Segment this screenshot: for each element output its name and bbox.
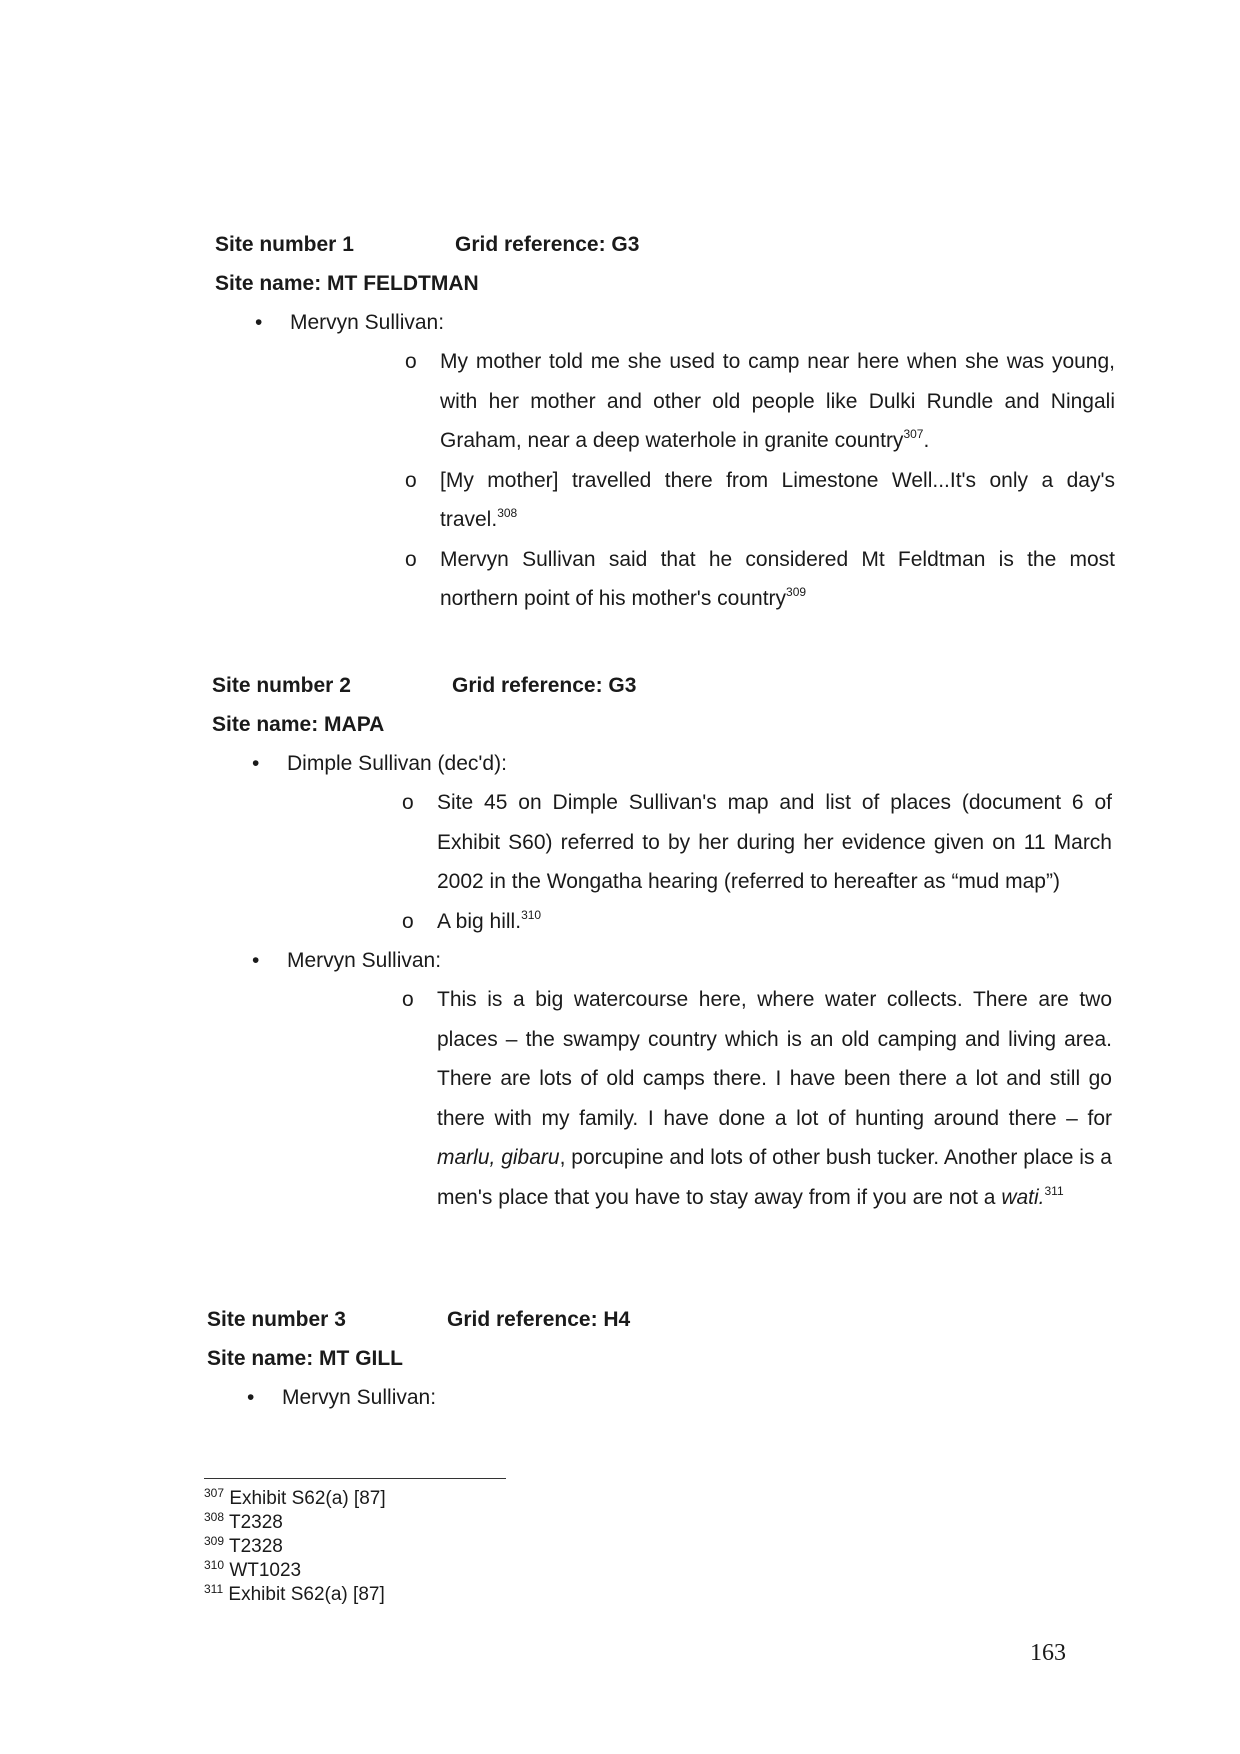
footnote-text: WT1023 <box>229 1560 302 1581</box>
site-entry-2 <box>212 666 1112 1217</box>
site-number: Site number 3 <box>207 1308 346 1331</box>
statement-tail: . <box>923 429 930 452</box>
footnote-text: Exhibit S62(a) [87] <box>228 1584 385 1605</box>
grid-reference: Grid reference: H4 <box>447 1308 631 1331</box>
page-number: 163 <box>1030 1640 1066 1666</box>
site-header <box>215 225 1115 264</box>
circle-bullet-icon: o <box>402 988 414 1011</box>
site-entry-1 <box>215 225 1115 619</box>
footnote-ref[interactable]: 307 <box>903 427 924 441</box>
circle-bullet-icon: o <box>405 468 417 492</box>
footnote-number: 311 <box>204 1582 224 1596</box>
informant-item <box>207 1378 1107 1417</box>
footnote <box>204 1535 604 1559</box>
footnote <box>204 1487 604 1511</box>
footnote-text: T2328 <box>228 1536 283 1557</box>
statement-text: A big hill. <box>437 909 522 933</box>
site-header <box>207 1300 1107 1339</box>
circle-bullet-icon: o <box>402 909 414 933</box>
statement-list <box>287 980 1112 1217</box>
statement-list <box>287 783 1112 941</box>
footnote-ref[interactable]: 311 <box>1044 1183 1064 1198</box>
footnote-number: 310 <box>204 1558 225 1572</box>
grid-reference: Grid reference: G3 <box>455 233 640 256</box>
informant-name: Mervyn Sullivan: <box>282 1386 437 1409</box>
footnote-number: 307 <box>204 1486 225 1500</box>
footnote <box>204 1559 604 1583</box>
informant-item <box>215 303 1115 619</box>
footnote <box>204 1583 604 1607</box>
informant-list <box>215 303 1115 619</box>
statement-item <box>290 461 1115 540</box>
site-entry-3 <box>207 1300 1107 1417</box>
informant-list <box>212 744 1112 1217</box>
informant-item <box>212 744 1112 941</box>
footnote-text: Exhibit S62(a) [87] <box>229 1488 386 1509</box>
bullet-icon: • <box>247 1386 255 1409</box>
statement-item <box>290 540 1115 619</box>
grid-reference: Grid reference: G3 <box>452 674 637 697</box>
site-number: Site number 2 <box>212 674 351 697</box>
statement-item <box>290 342 1115 461</box>
site-name: Site name: MT FELDTMAN <box>215 272 479 295</box>
statement-text: Mervyn Sullivan said that he considered Mt Feldtman is the most northern point of his mother's country <box>440 547 1115 610</box>
bullet-icon: • <box>252 949 260 972</box>
site-name: Site name: MAPA <box>212 713 385 736</box>
footnote-ref[interactable]: 309 <box>786 585 807 599</box>
statement-italic-term: wati. <box>1001 1185 1045 1209</box>
statement-text: My mother told me she used to camp near here when she was young, with her mother and other old people like Dulki Rundle and Ningali Graham, near a deep waterhole in granite country <box>440 350 1115 452</box>
site-name: Site name: MT GILL <box>207 1347 404 1370</box>
footnote-divider <box>204 1478 506 1479</box>
informant-list <box>207 1378 1107 1417</box>
bullet-icon: • <box>255 311 263 334</box>
footnote <box>204 1511 604 1535</box>
bullet-icon: • <box>252 752 260 775</box>
statement-text: [My mother] travelled there from Limestone Well...It's only a day's travel. <box>440 468 1115 531</box>
site-number: Site number 1 <box>215 233 354 256</box>
informant-name: Mervyn Sullivan: <box>287 949 442 972</box>
footnote-number: 309 <box>204 1534 225 1548</box>
footnote-ref[interactable]: 310 <box>521 907 542 922</box>
statement-italic-term: marlu, gibaru <box>437 1146 560 1169</box>
statement-item <box>287 980 1112 1217</box>
footnote-ref[interactable]: 308 <box>497 506 518 520</box>
informant-name: Mervyn Sullivan: <box>290 311 445 334</box>
footnote-number: 308 <box>204 1510 225 1524</box>
statement-text: This is a big watercourse here, where water collects. There are two places – the swampy country which is an old camping and living area. There are lots of old camps there. I have been there a lot and still go there with my family. I have done a lot of hunting around there – for <box>437 988 1112 1130</box>
informant-item <box>212 941 1112 1217</box>
statement-text: , porcupine and lots of other bush tucker. Another place is a men's place that you have to stay away from if you are not a <box>437 1146 1112 1209</box>
statement-item <box>287 783 1112 902</box>
footnotes <box>204 1478 604 1607</box>
circle-bullet-icon: o <box>405 547 417 571</box>
statement-list <box>290 342 1115 619</box>
circle-bullet-icon: o <box>402 791 414 814</box>
site-header <box>212 666 1112 705</box>
footnote-text: T2328 <box>228 1512 283 1533</box>
circle-bullet-icon: o <box>405 350 417 373</box>
statement-text: Site 45 on Dimple Sullivan's map and list of places (document 6 of Exhibit S60) referred to by her during her evidence given on 11 March 2002 in the Wongatha hearing (referred to hereafter as “mud map”) <box>437 791 1112 893</box>
statement-item <box>287 902 1112 942</box>
informant-name: Dimple Sullivan (dec'd): <box>287 752 507 775</box>
